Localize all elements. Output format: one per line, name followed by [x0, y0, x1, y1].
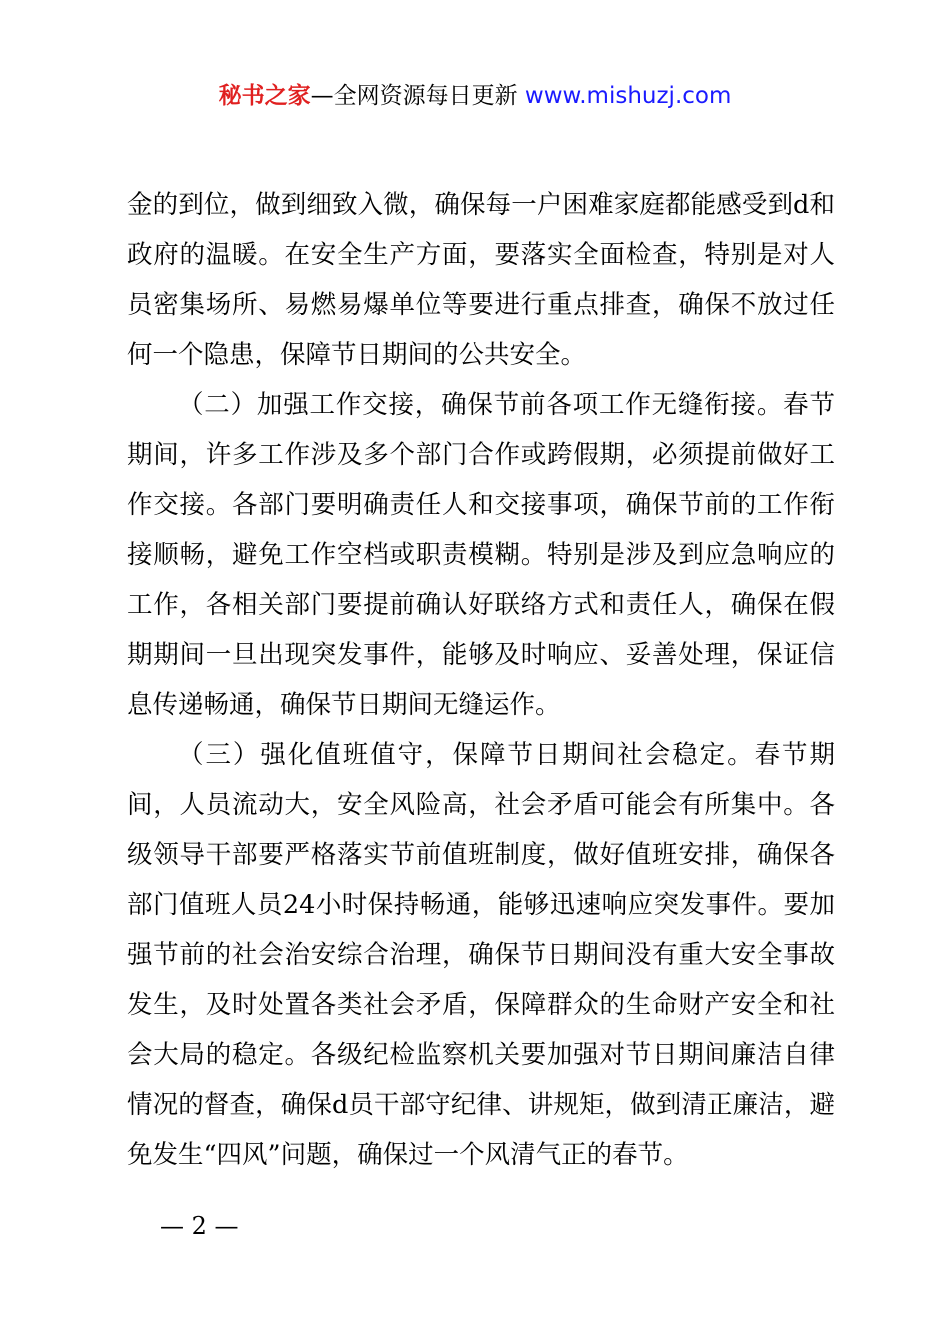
site-slogan: —全网资源每日更新	[310, 83, 518, 109]
paragraph-work-handover: （二）加强工作交接，确保节前各项工作无缝衔接。春节期间，许多工作涉及多个部门合作或跨假期，必须提前做好工作交接。各部门要明确责任人和交接事项，确保节前的工作衔接顺畅，避免工作空档或职责模糊。特别是涉及到应急响应的工作，各相关部门要提前确认好联络方式和责任人，确保在假期期间一旦出现突发事件，能够及时响应、妥善处理，保证信息传递畅通，确保节日期间无缝运作。	[127, 390, 835, 720]
site-header	[0, 80, 950, 112]
paragraph-duty-watch: （三）强化值班值守，保障节日期间社会稳定。春节期间，人员流动大，安全风险高，社会矛盾可能会有所集中。各级领导干部要严格落实节前值班制度，做好值班安排，确保各部门值班人员24小时保持畅通，能够迅速响应突发事件。要加强节前的社会治安综合治理，确保节日期间没有重大安全事故发生，及时处置各类社会矛盾，保障群众的生命财产安全和社会大局的稳定。各级纪检监察机关要加强对节日期间廉洁自律情况的督查，确保d员干部守纪律、讲规矩，做到清正廉洁，避免发生“四风”问题，确保过一个风清气正的春节。	[127, 740, 835, 1170]
paragraph-continuation: 金的到位，做到细致入微，确保每一户困难家庭都能感受到d和政府的温暖。在安全生产方面，要落实全面检查，特别是对人员密集场所、易燃易爆单位等要进行重点排查，确保不放过任何一个隐患，保障节日期间的公共安全。	[127, 190, 835, 370]
site-brand: 秘书之家	[218, 83, 311, 109]
document-body	[127, 180, 835, 1180]
page-number: — 2 —	[160, 1212, 239, 1240]
site-url-link[interactable]: www.mishuzj.com	[524, 83, 732, 109]
